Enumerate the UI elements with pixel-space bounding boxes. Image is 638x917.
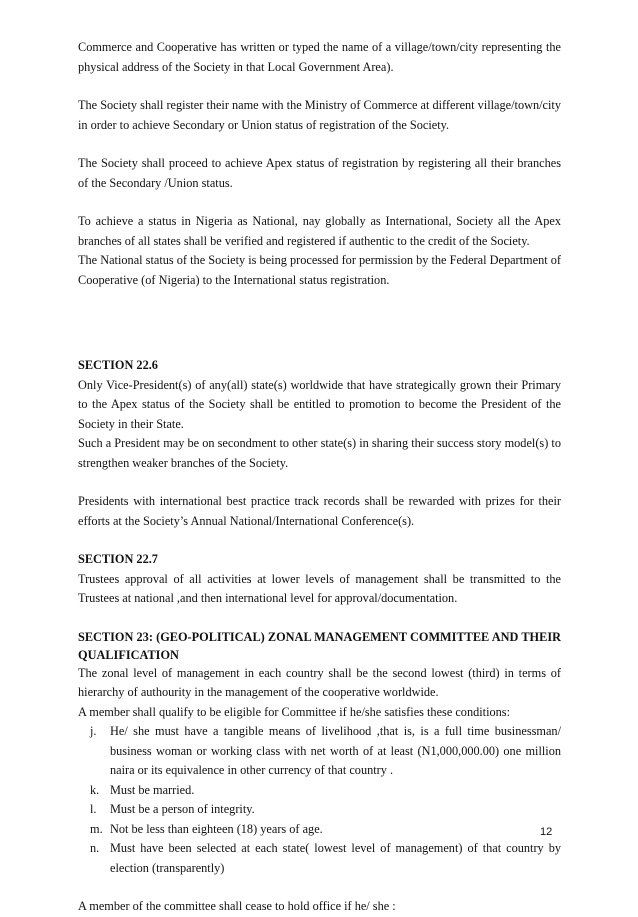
section-22-7-paragraph: Trustees approval of all activities at lower levels of management shall be transmitted to the Trustees at national ,and then international level for approval/documentation.: [78, 571, 561, 605]
conditions-list: [78, 722, 561, 878]
list-item-text: Not be less than eighteen (18) years of age.: [110, 821, 323, 836]
section-22-7-heading: SECTION 22.7: [78, 552, 158, 566]
list-marker: m.: [90, 821, 103, 836]
section-23-intro: The zonal level of management in each country shall be the second lowest (third) in terms of hierarchy of authourity in the management of the cooperative worldwide.: [78, 665, 561, 699]
page-number: 12: [540, 826, 553, 838]
list-item: [78, 781, 561, 801]
section-22-6-heading: SECTION 22.6: [78, 358, 158, 372]
list-marker: k.: [90, 782, 100, 797]
paragraph-federal-permission: The National status of the Society is being processed for permission by the Federal Department of Cooperative (of Nigeria) to the International status registration.: [78, 253, 561, 287]
list-marker: l.: [90, 802, 97, 816]
section-23-cease-intro: A member of the committee shall cease to hold office if he/ she :: [78, 899, 396, 913]
list-marker: j.: [90, 724, 97, 738]
list-item-text: Must be a person of integrity.: [110, 802, 255, 816]
section-23-heading: SECTION 23: (GEO-POLITICAL) ZONAL MANAGEMENT COMMITTEE AND THEIR QUALIFICATION: [78, 629, 561, 662]
section-23-qualify-intro: A member shall qualify to be eligible for Committee if he/she satisfies these conditions:: [78, 704, 511, 719]
list-item: [78, 839, 561, 878]
list-item-text: He/ she must have a tangible means of livelihood ,that is, is a full time businessman/ business woman or working class with net worth of at least (N1,000,000.00) one million naira or its equivalence in other currency of that country .: [110, 724, 561, 777]
list-item-text: Must be married.: [110, 782, 195, 797]
paragraph-apex-status: The Society shall proceed to achieve Apex status of registration by registering all their branches of the Secondary /Union status.: [78, 156, 561, 190]
section-22-6-paragraph: Such a President may be on secondment to other state(s) in sharing their success story model(s) to strengthen weaker branches of the Society.: [78, 436, 561, 470]
paragraph-national-status: To achieve a status in Nigeria as National, nay globally as International, Society all the Apex branches of all states shall be verified and registered if authentic to the credit of the Society.: [78, 214, 561, 248]
paragraph-commerce-registration: The Society shall register their name with the Ministry of Commerce at different village/town/city in order to achieve Secondary or Union status of registration of the Society.: [78, 98, 561, 132]
list-item: [78, 722, 561, 781]
paragraph-address: Commerce and Cooperative has written or typed the name of a village/town/city representing the physical address of the Society in that Local Government Area).: [78, 40, 561, 74]
list-item: [78, 800, 561, 820]
list-marker: n.: [90, 841, 100, 855]
document-page: [78, 38, 561, 917]
list-item: [78, 820, 561, 840]
list-item-text: Must have been selected at each state( lowest level of management) of that country by election (transparently): [110, 841, 561, 875]
section-22-6-paragraph: Only Vice-President(s) of any(all) state(s) worldwide that have strategically grown their Primary to the Apex status of the Society shall be entitled to promotion to become the President of the Society in their State.: [78, 377, 561, 431]
section-22-6-paragraph: Presidents with international best practice track records shall be rewarded with prizes for their efforts at the Society’s Annual National/International Conference(s).: [78, 494, 561, 528]
